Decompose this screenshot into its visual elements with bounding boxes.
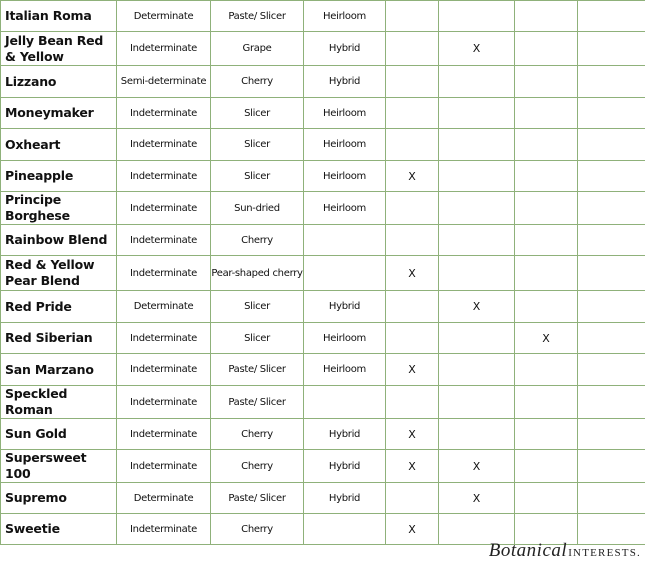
table-row xyxy=(1,323,645,354)
x-mark-cell xyxy=(439,98,515,129)
heirloom-hybrid-cell xyxy=(304,514,386,545)
x-mark-cell xyxy=(578,98,645,129)
x-mark-cell xyxy=(515,129,578,161)
x-mark-cell xyxy=(515,291,578,323)
fruit-type-cell: Slicer xyxy=(211,129,304,161)
variety-name-cell: Rainbow Blend xyxy=(1,225,117,256)
x-mark-cell xyxy=(578,129,645,161)
fruit-type-cell: Slicer xyxy=(211,98,304,129)
fruit-type-cell: Paste/ Slicer xyxy=(211,354,304,386)
table-row xyxy=(1,419,645,450)
x-mark-cell xyxy=(515,354,578,386)
x-mark-cell xyxy=(386,32,439,66)
x-mark-cell xyxy=(515,225,578,256)
x-mark-cell xyxy=(578,32,645,66)
variety-name-cell: Speckled Roman xyxy=(1,386,117,419)
x-mark-cell xyxy=(578,419,645,450)
x-mark-cell xyxy=(439,161,515,192)
x-mark-cell xyxy=(578,225,645,256)
variety-name-cell: Oxheart xyxy=(1,129,117,161)
growth-habit-cell: Determinate xyxy=(117,1,211,32)
table-row xyxy=(1,192,645,225)
growth-habit-cell: Indeterminate xyxy=(117,256,211,291)
x-mark-cell: X xyxy=(439,450,515,483)
x-mark-cell xyxy=(515,66,578,98)
heirloom-hybrid-cell: Hybrid xyxy=(304,483,386,514)
fruit-type-cell: Grape xyxy=(211,32,304,66)
fruit-type-cell: Pear-shaped cherry xyxy=(211,256,304,291)
x-mark-cell xyxy=(439,419,515,450)
x-mark-cell xyxy=(515,98,578,129)
fruit-type-cell: Paste/ Slicer xyxy=(211,1,304,32)
x-mark-cell xyxy=(439,129,515,161)
x-mark-cell xyxy=(515,483,578,514)
variety-name-cell: Supremo xyxy=(1,483,117,514)
heirloom-hybrid-cell xyxy=(304,225,386,256)
variety-name-cell: Red & Yellow Pear Blend xyxy=(1,256,117,291)
x-mark-cell: X xyxy=(386,256,439,291)
x-mark-cell: X xyxy=(439,32,515,66)
x-mark-cell xyxy=(578,386,645,419)
x-mark-cell xyxy=(439,386,515,419)
x-mark-cell xyxy=(386,129,439,161)
growth-habit-cell: Determinate xyxy=(117,291,211,323)
growth-habit-cell: Indeterminate xyxy=(117,129,211,161)
x-mark-cell xyxy=(386,386,439,419)
x-mark-cell xyxy=(515,386,578,419)
fruit-type-cell: Cherry xyxy=(211,225,304,256)
heirloom-hybrid-cell: Hybrid xyxy=(304,419,386,450)
variety-name-cell: Red Siberian xyxy=(1,323,117,354)
x-mark-cell: X xyxy=(386,450,439,483)
fruit-type-cell: Sun-dried xyxy=(211,192,304,225)
x-mark-cell xyxy=(515,161,578,192)
heirloom-hybrid-cell: Heirloom xyxy=(304,323,386,354)
table-row xyxy=(1,66,645,98)
growth-habit-cell: Indeterminate xyxy=(117,161,211,192)
table-row xyxy=(1,129,645,161)
botanical-interests-logo xyxy=(489,540,641,562)
heirloom-hybrid-cell xyxy=(304,256,386,291)
x-mark-cell xyxy=(578,291,645,323)
table-body xyxy=(1,1,645,545)
heirloom-hybrid-cell: Hybrid xyxy=(304,291,386,323)
x-mark-cell xyxy=(515,192,578,225)
fruit-type-cell: Cherry xyxy=(211,66,304,98)
x-mark-cell xyxy=(515,450,578,483)
table-row xyxy=(1,32,645,66)
table-row xyxy=(1,1,645,32)
x-mark-cell xyxy=(386,225,439,256)
table-row xyxy=(1,161,645,192)
x-mark-cell xyxy=(386,483,439,514)
x-mark-cell xyxy=(515,256,578,291)
variety-name-cell: Italian Roma xyxy=(1,1,117,32)
x-mark-cell xyxy=(439,1,515,32)
variety-name-cell: Moneymaker xyxy=(1,98,117,129)
x-mark-cell xyxy=(386,192,439,225)
x-mark-cell xyxy=(578,1,645,32)
growth-habit-cell: Indeterminate xyxy=(117,450,211,483)
x-mark-cell xyxy=(578,161,645,192)
table-row xyxy=(1,291,645,323)
x-mark-cell: X xyxy=(386,514,439,545)
heirloom-hybrid-cell: Heirloom xyxy=(304,354,386,386)
x-mark-cell xyxy=(439,323,515,354)
fruit-type-cell: Cherry xyxy=(211,450,304,483)
x-mark-cell xyxy=(515,32,578,66)
x-mark-cell xyxy=(515,419,578,450)
table-row xyxy=(1,98,645,129)
x-mark-cell xyxy=(439,256,515,291)
x-mark-cell xyxy=(439,66,515,98)
growth-habit-cell: Semi-determinate xyxy=(117,66,211,98)
growth-habit-cell: Indeterminate xyxy=(117,419,211,450)
growth-habit-cell: Indeterminate xyxy=(117,32,211,66)
variety-name-cell: Principe Borghese xyxy=(1,192,117,225)
x-mark-cell xyxy=(386,98,439,129)
growth-habit-cell: Indeterminate xyxy=(117,192,211,225)
variety-name-cell: Red Pride xyxy=(1,291,117,323)
table-row xyxy=(1,386,645,419)
x-mark-cell xyxy=(439,192,515,225)
x-mark-cell xyxy=(439,354,515,386)
x-mark-cell xyxy=(386,1,439,32)
x-mark-cell xyxy=(578,354,645,386)
x-mark-cell xyxy=(515,1,578,32)
growth-habit-cell: Indeterminate xyxy=(117,386,211,419)
x-mark-cell: X xyxy=(515,323,578,354)
fruit-type-cell: Cherry xyxy=(211,419,304,450)
fruit-type-cell: Slicer xyxy=(211,291,304,323)
x-mark-cell xyxy=(386,66,439,98)
x-mark-cell: X xyxy=(386,161,439,192)
fruit-type-cell: Slicer xyxy=(211,161,304,192)
x-mark-cell xyxy=(439,225,515,256)
growth-habit-cell: Indeterminate xyxy=(117,323,211,354)
growth-habit-cell: Indeterminate xyxy=(117,98,211,129)
x-mark-cell xyxy=(578,450,645,483)
x-mark-cell: X xyxy=(386,354,439,386)
heirloom-hybrid-cell: Hybrid xyxy=(304,32,386,66)
heirloom-hybrid-cell: Heirloom xyxy=(304,1,386,32)
heirloom-hybrid-cell: Hybrid xyxy=(304,66,386,98)
variety-name-cell: Lizzano xyxy=(1,66,117,98)
x-mark-cell xyxy=(578,323,645,354)
x-mark-cell xyxy=(578,66,645,98)
x-mark-cell xyxy=(578,192,645,225)
variety-name-cell: San Marzano xyxy=(1,354,117,386)
growth-habit-cell: Determinate xyxy=(117,483,211,514)
variety-name-cell: Sun Gold xyxy=(1,419,117,450)
table-row xyxy=(1,450,645,483)
brand-script-text: Botanical xyxy=(488,540,568,561)
variety-name-cell: Sweetie xyxy=(1,514,117,545)
fruit-type-cell: Paste/ Slicer xyxy=(211,483,304,514)
fruit-type-cell: Paste/ Slicer xyxy=(211,386,304,419)
variety-name-cell: Pineapple xyxy=(1,161,117,192)
variety-name-cell: Jelly Bean Red & Yellow xyxy=(1,32,117,66)
heirloom-hybrid-cell: Heirloom xyxy=(304,192,386,225)
heirloom-hybrid-cell xyxy=(304,386,386,419)
x-mark-cell xyxy=(386,323,439,354)
growth-habit-cell: Indeterminate xyxy=(117,514,211,545)
table-row xyxy=(1,483,645,514)
fruit-type-cell: Cherry xyxy=(211,514,304,545)
x-mark-cell: X xyxy=(386,419,439,450)
growth-habit-cell: Indeterminate xyxy=(117,225,211,256)
x-mark-cell: X xyxy=(439,483,515,514)
table-row xyxy=(1,354,645,386)
x-mark-cell: X xyxy=(439,291,515,323)
heirloom-hybrid-cell: Hybrid xyxy=(304,450,386,483)
heirloom-hybrid-cell: Heirloom xyxy=(304,98,386,129)
heirloom-hybrid-cell: Heirloom xyxy=(304,129,386,161)
x-mark-cell xyxy=(386,291,439,323)
table-row xyxy=(1,225,645,256)
fruit-type-cell: Slicer xyxy=(211,323,304,354)
variety-name-cell: Supersweet 100 xyxy=(1,450,117,483)
heirloom-hybrid-cell: Heirloom xyxy=(304,161,386,192)
growth-habit-cell: Indeterminate xyxy=(117,354,211,386)
table-row xyxy=(1,256,645,291)
x-mark-cell xyxy=(578,483,645,514)
brand-caps-text: INTERESTS. xyxy=(568,547,641,559)
x-mark-cell xyxy=(578,256,645,291)
